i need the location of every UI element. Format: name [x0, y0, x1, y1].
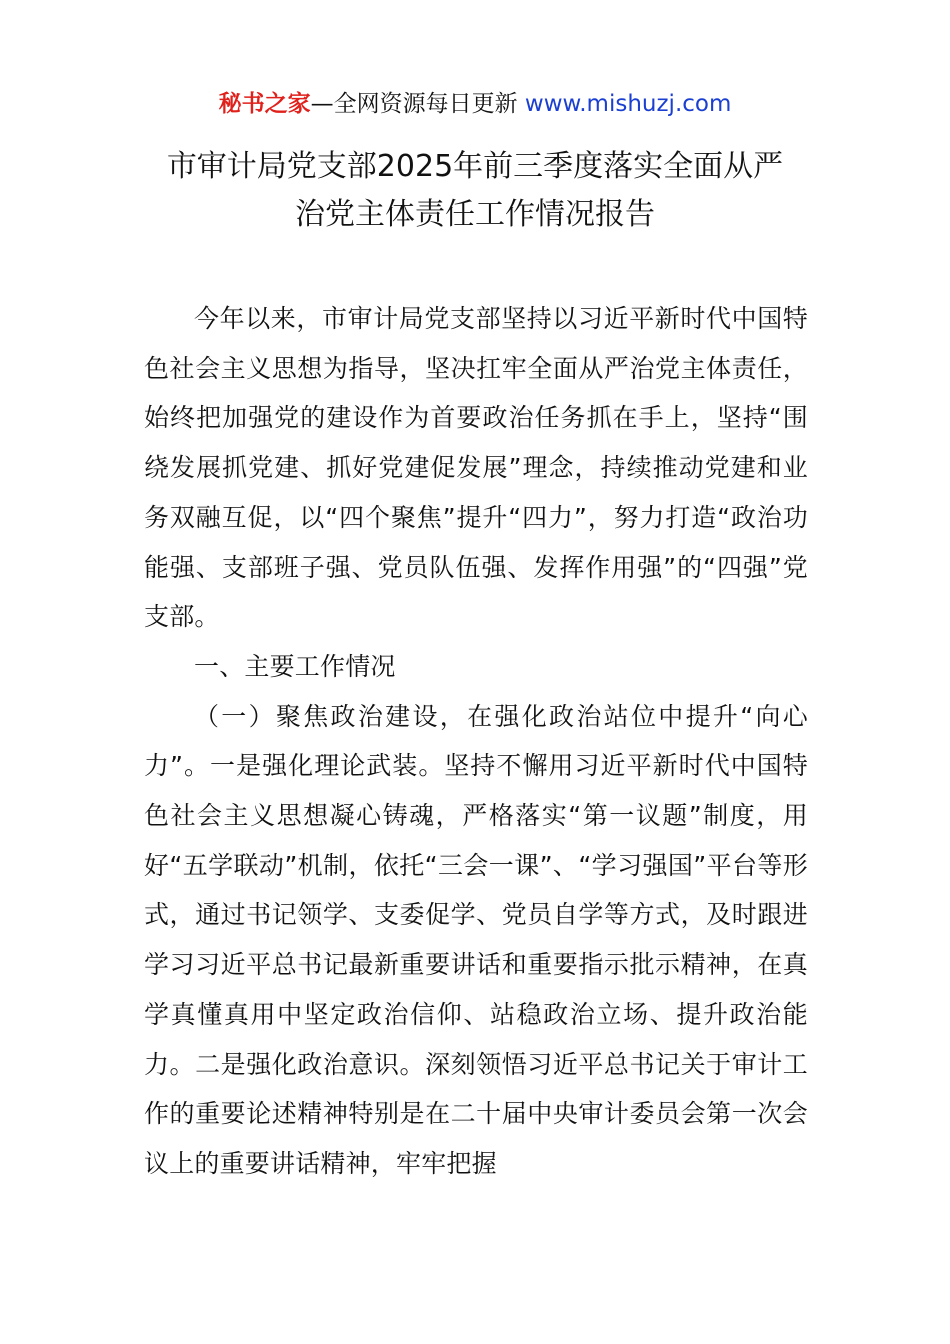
brand-name: 秘书之家 [218, 91, 311, 117]
header-slogan: —全网资源每日更新 [310, 91, 525, 117]
site-link[interactable]: www.mishuzj.com [524, 91, 732, 117]
intro-paragraph: 今年以来，市审计局党支部坚持以习近平新时代中国特色社会主义思想为指导，坚决扛牢全面从严治党主体责任，始终把加强党的建设作为首要政治任务抓在手上，坚持“围绕发展抓党建、抓好党建促发展”理念，持续推动党建和业务双融互促，以“四个聚焦”提升“四力”，努力打造“政治功能强、支部班子强、党员队伍强、发挥作用强”的“四强”党支部。 [144, 304, 808, 632]
title-line-2: 治党主体责任工作情况报告 [295, 197, 655, 232]
title-line-1: 市审计局党支部2025年前三季度落实全面从严 [166, 149, 784, 184]
document-body [144, 294, 808, 1189]
document-title [120, 143, 830, 239]
body-paragraph-2: （一）聚焦政治建设，在强化政治站位中提升“向心力”。一是强化理论武装。坚持不懈用习近平新时代中国特色社会主义思想凝心铸魂，严格落实“第一议题”制度，用好“五学联动”机制，依托“三会一课”、“学习强国”平台等形式，通过书记领学、支委促学、党员自学等方式，及时跟进学习习近平总书记最新重要讲话和重要指示批示精神，在真学真懂真用中坚定政治信仰、站稳政治立场、提升政治能力。二是强化政治意识。深刻领悟习近平总书记关于审计工作的重要论述精神特别是在二十届中央审计委员会第一次会议上的重要讲话精神，牢牢把握 [144, 701, 808, 1178]
section-heading-1: 一、主要工作情况 [194, 651, 396, 681]
site-header [0, 86, 950, 122]
